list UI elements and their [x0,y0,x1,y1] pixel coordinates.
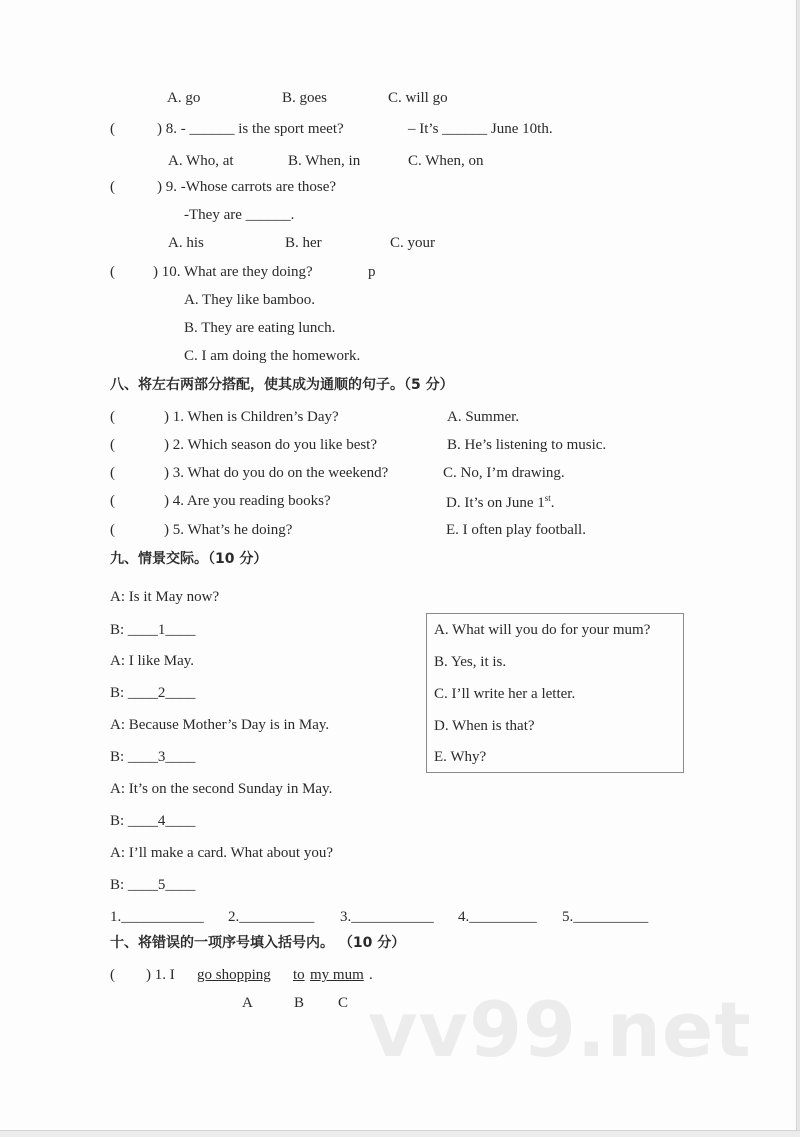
dialogue-line-2: B: ____1____ [110,622,196,638]
q8-answer [408,122,553,137]
section-10-title: 十、将错误的一项序号填入括号内。 （10 分） [110,935,406,951]
q8-blank-2[interactable]: ______ [442,121,488,137]
q10-stray-mark: p [368,264,376,280]
s8-q2-paren-open: ( [110,437,115,453]
s10-q1-end: . [369,967,373,983]
q9-blank[interactable]: ______ [245,207,291,223]
q8-option-c: C. When, on [408,153,484,169]
s10-q1-paren-open: ( [110,967,115,983]
q8-number: ) 8. - [157,121,186,137]
answer-line-5[interactable]: 5.__________ [562,909,649,925]
q10-option-a: A. They like bamboo. [184,292,315,308]
s8-answer-d-text: D. It’s on June 1 [446,495,545,511]
q9-question: ) 9. -Whose carrots are those? [157,179,337,195]
q8-blank-1[interactable]: ______ [189,121,235,137]
answer-line-1[interactable]: 1.___________ [110,909,204,925]
choice-d: D. When is that? [434,718,535,734]
s8-q1: ) 1. When is Children’s Day? [164,409,339,425]
s10-q1-label-b: B [294,995,305,1011]
q9-line2-prefix: -They are [184,207,246,223]
s10-q1-number: ) 1. I [146,967,175,983]
dialogue-line-8: B: ____4____ [110,813,196,829]
choice-a: A. What will you do for your mum? [434,622,651,638]
q9-option-b: B. her [285,235,322,251]
answer-line-4[interactable]: 4._________ [458,909,537,925]
choice-c: C. I’ll write her a letter. [434,686,576,702]
q9-option-a: A. his [168,235,204,251]
dialogue-line-9: A: I’ll make a card. What about you? [110,845,333,861]
s10-q1-part-b: to [293,967,305,983]
q8-option-a: A. Who, at [168,153,234,169]
page-edge-right [796,0,800,1137]
q8-option-b: B. When, in [288,153,361,169]
s10-q1-label-c: C [338,995,349,1011]
s8-q1-paren-open: ( [110,409,115,425]
q10-option-c: C. I am doing the homework. [184,348,361,364]
q9-line2 [184,208,294,223]
dialogue-line-10: B: ____5____ [110,877,196,893]
q8-paren-open: ( [110,121,115,137]
s8-q4-paren-open: ( [110,493,115,509]
q8-stem [157,122,344,137]
q9-paren-open: ( [110,179,115,195]
q7-option-a: A. go [167,90,201,106]
s10-q1-part-c: my mum [310,967,364,983]
s10-q1-part-a: go shopping [197,967,271,983]
section-9-title: 九、情景交际。（10 分） [110,551,268,567]
q7-option-b: B. goes [282,90,327,106]
dialogue-line-7: A: It’s on the second Sunday in May. [110,781,333,797]
s8-q3: ) 3. What do you do on the weekend? [164,465,389,481]
s8-q5-paren-open: ( [110,522,115,538]
dialogue-line-6: B: ____3____ [110,749,196,765]
choice-b: B. Yes, it is. [434,654,507,670]
q10-option-b: B. They are eating lunch. [184,320,336,336]
choice-e: E. Why? [434,749,487,765]
s8-answer-d-sup: st [544,493,551,503]
q8-question: is the sport meet? [234,121,344,137]
s8-q3-paren-open: ( [110,465,115,481]
q9-line2-suffix: . [290,207,295,223]
dialogue-line-4: B: ____2____ [110,685,196,701]
dialogue-line-1: A: Is it May now? [110,589,220,605]
s8-answer-d-end: . [550,495,555,511]
s8-q2: ) 2. Which season do you like best? [164,437,378,453]
s8-answer-c: C. No, I’m drawing. [443,465,565,481]
watermark: vv99.net [368,985,752,1074]
q8-answer-suffix: June 10th. [487,121,553,137]
s10-q1-label-a: A [242,995,253,1011]
q9-option-c: C. your [390,235,435,251]
s8-q4: ) 4. Are you reading books? [164,493,331,509]
dialogue-line-5: A: Because Mother’s Day is in May. [110,717,330,733]
q8-answer-prefix: – It’s [408,121,443,137]
s8-q5: ) 5. What’s he doing? [164,522,293,538]
q7-option-c: C. will go [388,90,448,106]
section-8-title: 八、将左右两部分搭配，使其成为通顺的句子。（5 分） [110,377,454,393]
page-edge-bottom [0,1130,800,1137]
s8-answer-b: B. He’s listening to music. [447,437,607,453]
q10-paren-open: ( [110,264,115,280]
dialogue-line-3: A: I like May. [110,653,195,669]
s8-answer-e: E. I often play football. [446,522,586,538]
s8-answer-d [446,494,555,511]
q10-question: ) 10. What are they doing? [153,264,313,280]
answer-line-2[interactable]: 2.__________ [228,909,315,925]
s8-answer-a: A. Summer. [447,409,520,425]
answer-line-3[interactable]: 3.___________ [340,909,434,925]
